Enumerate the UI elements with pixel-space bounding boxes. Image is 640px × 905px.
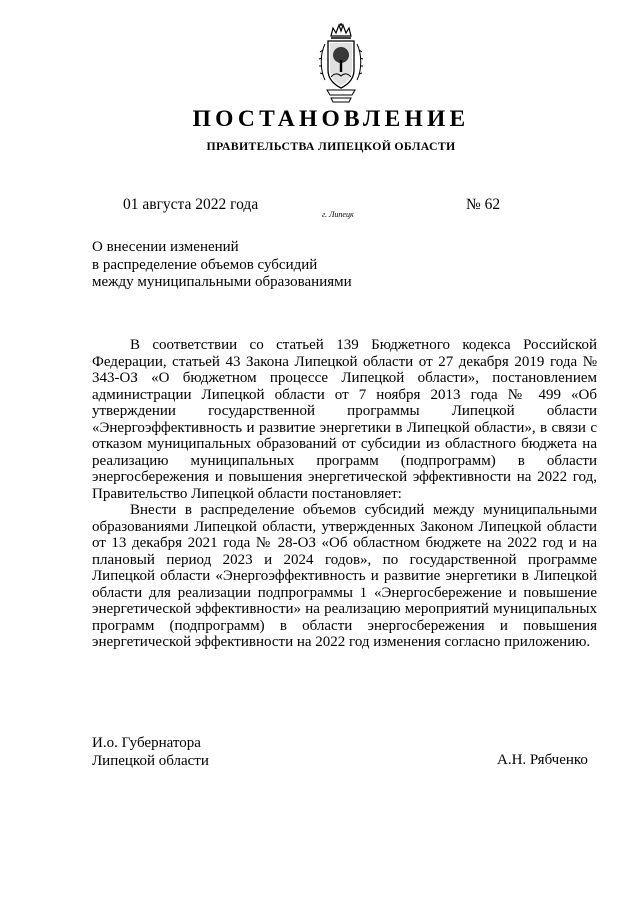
body-paragraph-preamble: В соответствии со статьей 139 Бюджетного кодекса Российской Федерации, статьей 43 Закона Липецкой области от 27 декабря 2019 года № 343-ОЗ «О бюджетном процессе Липецкой области», постановлением администрации Липецкой области от 7 ноября 2013 года № 499 «Об утверждении государственной программы Липецкой области «Энергоэффективность и развитие энергетики в Липецкой области», в связи с отказом муниципальных образований от субсидии из областного бюджета на реализацию муниципальных программ (подпрограмм) в области энергосбережения и повышения энергетической эффективности на 2022 год, Правительство Липецкой области постановляет: xyxy=(92,337,597,502)
position-line: И.о. Губернатора xyxy=(92,735,201,751)
document-body xyxy=(92,337,597,651)
document-subject xyxy=(92,239,392,292)
document-city: г. Липецк xyxy=(322,210,354,219)
signatory-position xyxy=(92,735,209,770)
issuing-authority: ПРАВИТЕЛЬСТВА ЛИПЕЦКОЙ ОБЛАСТИ xyxy=(206,139,456,153)
subject-line: в распределение объемов субсидий xyxy=(92,256,318,273)
document-title: ПОСТАНОВЛЕНИЕ xyxy=(192,106,470,132)
coat-of-arms-icon xyxy=(317,22,365,104)
subject-line: между муниципальными образованиями xyxy=(92,274,352,290)
document-number: № 62 xyxy=(466,196,501,213)
body-paragraph-resolution: Внести в распределение объемов субсидий между муниципальными образованиями Липецкой области, утвержденных Законом Липецкой области от 13 декабря 2021 года № 28-ОЗ «Об областном бюджете на 2022 год и на плановый период 2023 и 2024 годов», по государственной программе Липецкой области «Энергоэффективность и развитие энергетики в Липецкой области для реализации подпрограммы 1 «Энергосбережение и повышение энергетической эффективности» на реализацию мероприятий муниципальных программ (подпрограмм) в области энергосбережения и повышения энергетической эффективности на 2022 год изменения согласно приложению. xyxy=(92,502,597,650)
subject-line: О внесении изменений xyxy=(92,239,239,255)
position-line: Липецкой области xyxy=(92,752,209,769)
signatory-name: А.Н. Рябченко xyxy=(497,752,588,768)
document-date: 01 августа 2022 года xyxy=(123,196,259,213)
